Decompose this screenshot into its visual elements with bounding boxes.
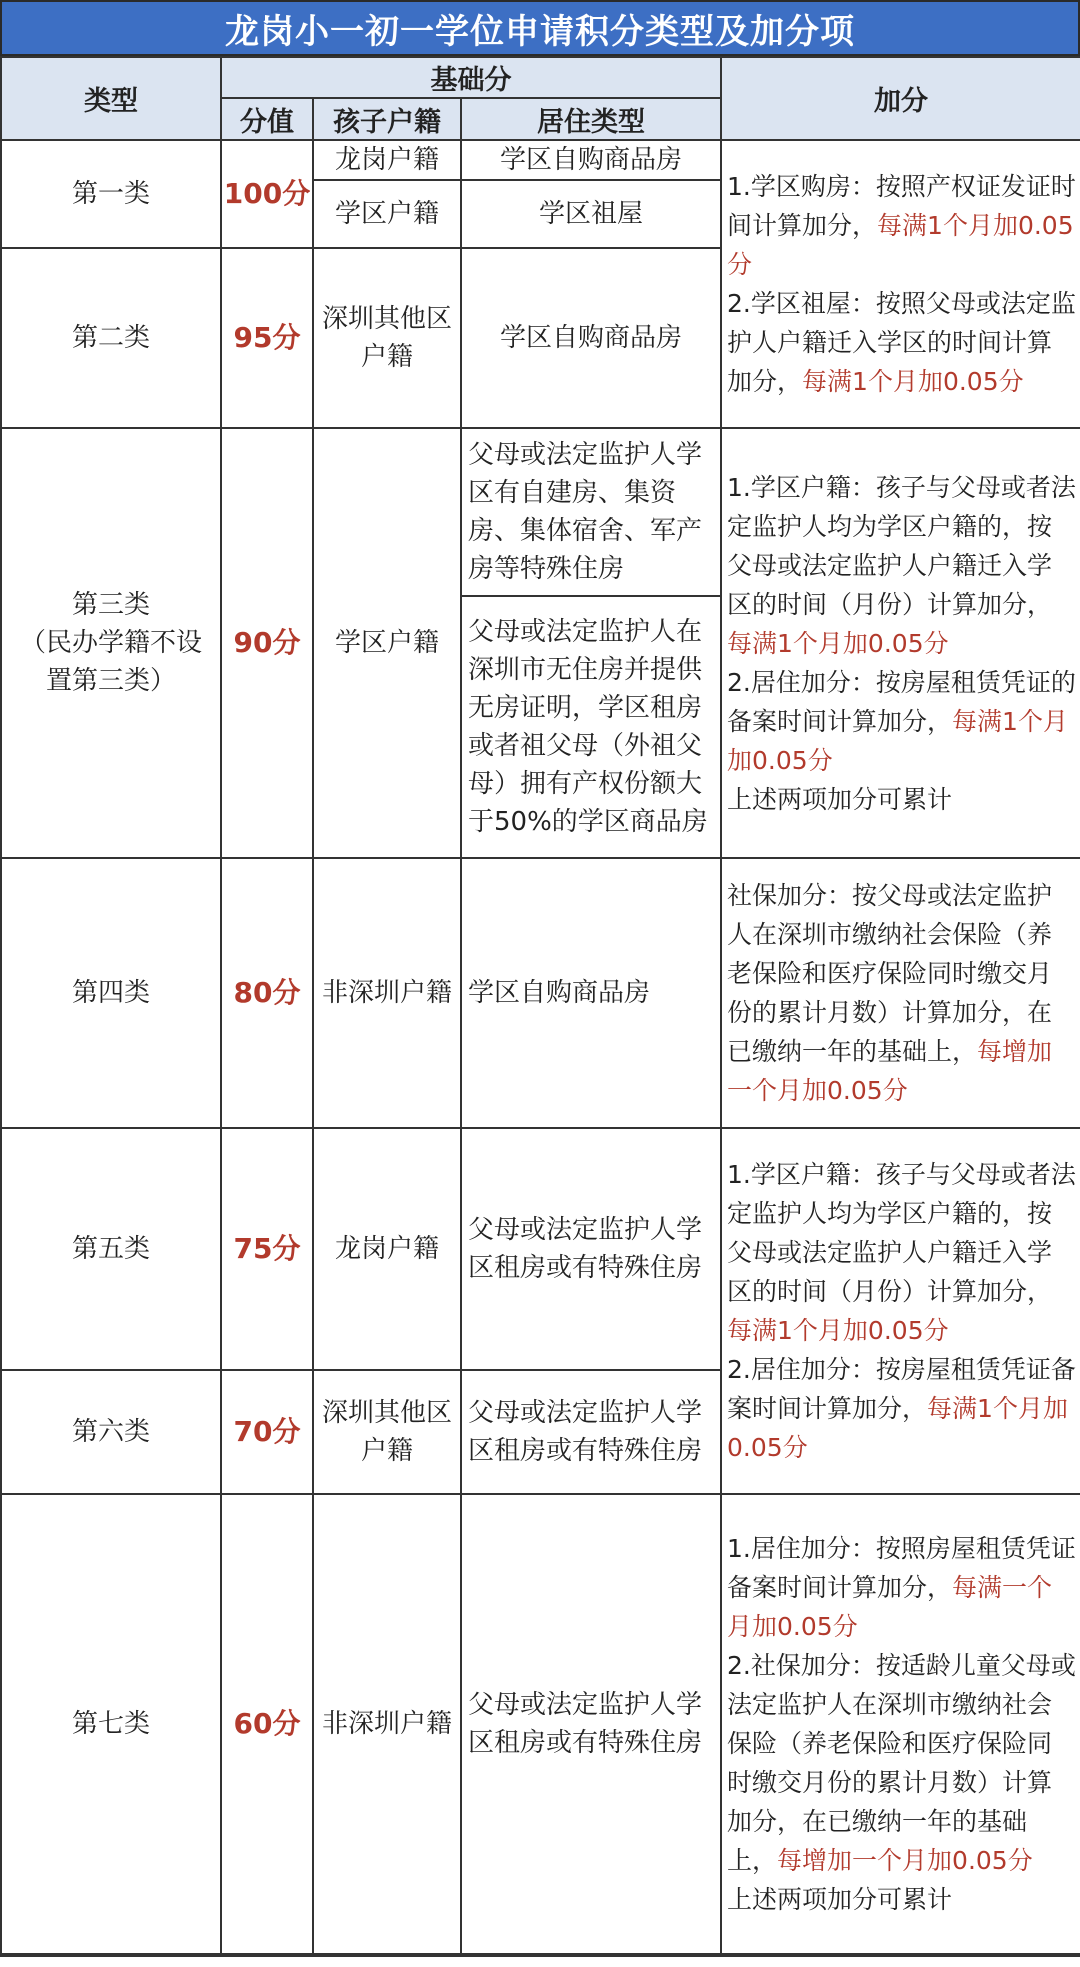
table-row — [1, 858, 1080, 1128]
bonus-text: 社保加分：按父母或法定监护人在深圳市缴纳社会保险（养老保险和医疗保险同时缴交月份的累计月数）计算加分，在已缴纳一年的基础上， — [727, 881, 1053, 1066]
score-cell: 100分 — [221, 140, 313, 248]
header-type: 类型 — [1, 57, 221, 140]
table-row — [1, 1128, 1080, 1370]
header-child-hukou: 孩子户籍 — [313, 98, 461, 140]
bonus-cell — [721, 858, 1080, 1128]
bonus-cell — [721, 140, 1080, 428]
bonus-highlight: 每增加一个月加0.05分 — [777, 1846, 1033, 1875]
residence-cell: 父母或法定监护人学区租房或有特殊住房 — [461, 1494, 721, 1954]
type-cell: 第五类 — [1, 1128, 221, 1370]
residence-cell: 学区祖屋 — [461, 180, 721, 248]
score-cell: 90分 — [221, 428, 313, 858]
bonus-cell — [721, 1128, 1080, 1494]
bonus-highlight: 每满1个月加0.05分 — [727, 1316, 949, 1345]
bonus-text: 2.社保加分：按适龄儿童父母或法定监护人在深圳市缴纳社会保险（养老保险和医疗保险同时缴交月份的累计月数）计算加分，在已缴纳一年的基础上， — [727, 1651, 1076, 1875]
header-bonus: 加分 — [721, 57, 1080, 140]
residence-cell: 父母或法定监护人学区租房或有特殊住房 — [461, 1128, 721, 1370]
score-cell: 80分 — [221, 858, 313, 1128]
residence-cell: 父母或法定监护人学区租房或有特殊住房 — [461, 1370, 721, 1494]
bonus-text: 1.学区户籍：孩子与父母或者法定监护人均为学区户籍的，按父母或法定监护人户籍迁入学区的时间（月份）计算加分， — [727, 472, 1076, 619]
hukou-cell: 深圳其他区户籍 — [313, 1370, 461, 1494]
score-cell: 75分 — [221, 1128, 313, 1370]
bonus-cell — [721, 1494, 1080, 1954]
bonus-text: 2.居住加分：按房屋租赁凭证备案时间计算加分， — [727, 1355, 1076, 1423]
hukou-cell: 深圳其他区户籍 — [313, 248, 461, 428]
bonus-cell — [721, 428, 1080, 858]
hukou-cell: 龙岗户籍 — [313, 1128, 461, 1370]
score-cell: 95分 — [221, 248, 313, 428]
hukou-cell: 非深圳户籍 — [313, 858, 461, 1128]
residence-cell: 父母或法定监护人学区有自建房、集资房、集体宿舍、军产房等特殊住房 — [461, 428, 721, 596]
table-row — [1, 428, 1080, 596]
bonus-text: 1.居住加分：按照房屋租赁凭证备案时间计算加分， — [727, 1534, 1076, 1602]
page-title: 龙岗小一初一学位申请积分类型及加分项 — [0, 0, 1080, 56]
bonus-text: 1.学区购房：按照产权证发证时间计算加分， — [727, 172, 1076, 240]
type-cell: 第六类 — [1, 1370, 221, 1494]
bonus-text: 2.学区祖屋：按照父母或法定监护人户籍迁入学区的时间计算加分， — [727, 289, 1076, 396]
bonus-text: 1.学区户籍：孩子与父母或者法定监护人均为学区户籍的，按父母或法定监护人户籍迁入学区的时间（月份）计算加分， — [727, 1160, 1076, 1306]
residence-cell: 学区自购商品房 — [461, 858, 721, 1128]
residence-cell: 学区自购商品房 — [461, 248, 721, 428]
hukou-cell: 非深圳户籍 — [313, 1494, 461, 1954]
hukou-cell: 学区户籍 — [313, 180, 461, 248]
table-row — [1, 1494, 1080, 1954]
bonus-note: 上述两项加分可累计 — [727, 784, 953, 814]
type-cell: 第一类 — [1, 140, 221, 248]
bonus-highlight: 每满一个月加0.05分 — [727, 1573, 1053, 1641]
hukou-cell: 龙岗户籍 — [313, 140, 461, 180]
type-cell: 第四类 — [1, 858, 221, 1128]
score-cell: 70分 — [221, 1370, 313, 1494]
residence-cell: 父母或法定监护人在深圳市无住房并提供无房证明，学区租房或者祖父母（外祖父母）拥有产权份额大于50%的学区商品房 — [461, 596, 721, 858]
bonus-highlight: 每满1个月加0.05分 — [727, 211, 1074, 279]
header-score: 分值 — [221, 98, 313, 140]
table-row — [1, 140, 1080, 180]
bonus-note: 上述两项加分可累计 — [727, 1885, 953, 1914]
header-residence: 居住类型 — [461, 98, 721, 140]
bonus-text: 2.居住加分：按房屋租赁凭证的备案时间计算加分， — [727, 667, 1076, 736]
bonus-highlight: 每满1个月加0.05分 — [802, 367, 1024, 396]
score-cell: 60分 — [221, 1494, 313, 1954]
bonus-highlight: 每增加一个月加0.05分 — [727, 1037, 1053, 1105]
type-cell — [1, 428, 221, 858]
residence-cell: 学区自购商品房 — [461, 140, 721, 180]
hukou-cell: 学区户籍 — [313, 428, 461, 858]
table-bottom-edge — [0, 1955, 1080, 1967]
bonus-highlight: 每满1个月加0.05分 — [727, 706, 1068, 775]
header-base: 基础分 — [221, 57, 721, 98]
type-note: （民办学籍不设置第三类） — [19, 628, 202, 696]
bonus-highlight: 每满1个月加0.05分 — [727, 628, 949, 658]
type-cell: 第七类 — [1, 1494, 221, 1954]
bonus-highlight: 每满1个月加0.05分 — [727, 1394, 1068, 1462]
points-table — [0, 56, 1080, 1955]
type-label: 第三类 — [71, 590, 150, 620]
type-cell: 第二类 — [1, 248, 221, 428]
